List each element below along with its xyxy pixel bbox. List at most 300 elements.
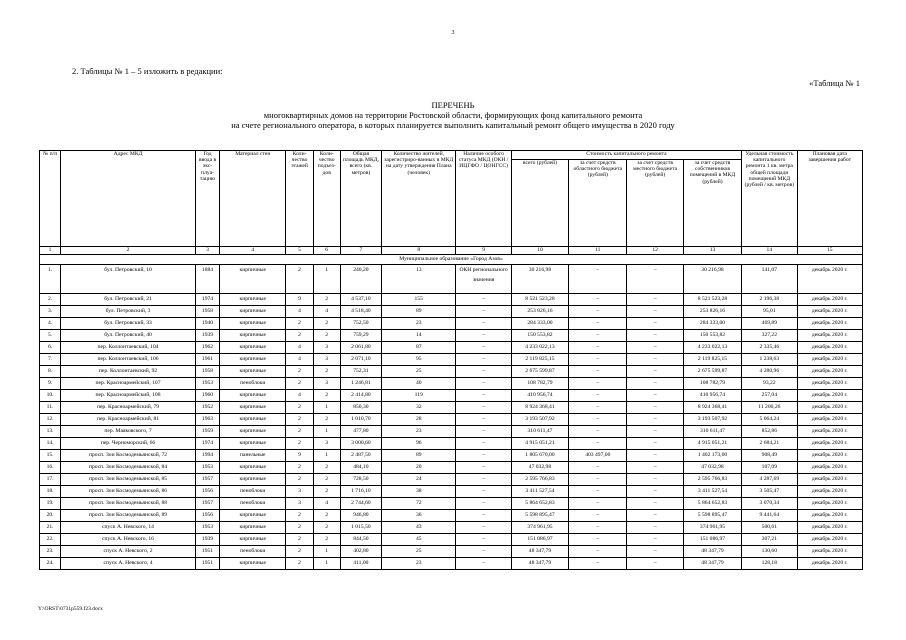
walls-cell: кирпичные (220, 318, 286, 330)
area-cell: 759,29 (340, 330, 381, 342)
unit-cost-cell: 307,21 (742, 534, 797, 546)
status-cell: – (456, 366, 511, 378)
table-row (40, 426, 863, 438)
column-number: 3 (195, 247, 219, 255)
cost-local-cell: – (627, 402, 683, 414)
cost-local-cell: – (627, 438, 683, 450)
cost-owners-cell: 3 411 527,54 (683, 486, 741, 498)
planned-date-cell: декабрь 2020 г. (797, 450, 863, 462)
floors-cell: 2 (286, 378, 313, 390)
cost-regional-cell: – (569, 318, 627, 330)
cost-regional-cell: – (569, 378, 627, 390)
cost-regional-cell: – (569, 462, 627, 474)
entrances-cell: 1 (313, 450, 340, 462)
address-cell: просп. Зои Космодемьянской, 84 (61, 462, 196, 474)
cost-regional-cell: – (569, 426, 627, 438)
year-cell: 1940 (195, 318, 219, 330)
status-cell: – (456, 426, 511, 438)
walls-cell: кирпичные (220, 462, 286, 474)
walls-cell: кирпичные (220, 366, 286, 378)
planned-date-cell: декабрь 2020 г. (797, 306, 863, 318)
row-number: 21. (40, 522, 61, 534)
area-cell: 3 000,60 (340, 438, 381, 450)
walls-cell: пеноблоки (220, 546, 286, 558)
column-number: 7 (340, 247, 381, 255)
floors-cell: 9 (286, 294, 313, 306)
status-cell: – (456, 330, 511, 342)
planned-date-cell: декабрь 2020 г. (797, 414, 863, 426)
unit-cost-cell: 4 287,69 (742, 474, 797, 486)
header-area: Общая площадь МКД, всего (кв. метров) (340, 151, 381, 247)
header-planned-date: Плановая дата завершения работ (797, 151, 863, 247)
area-cell: 1 010,70 (340, 414, 381, 426)
planned-date-cell: декабрь 2020 г. (797, 438, 863, 450)
residents-cell: 23 (382, 426, 456, 438)
cost-total-cell: 4 915 051,21 (511, 438, 568, 450)
table-row (40, 534, 863, 546)
cost-owners-cell: 151 086,97 (683, 534, 741, 546)
unit-cost-cell: 500,61 (742, 522, 797, 534)
unit-cost-cell: 107,09 (742, 462, 797, 474)
cost-total-cell: 3 411 527,54 (511, 486, 568, 498)
residents-cell: 40 (382, 378, 456, 390)
status-cell: – (456, 402, 511, 414)
year-cell: 1961 (195, 354, 219, 366)
row-number: 2. (40, 294, 61, 306)
table-row (40, 294, 863, 306)
walls-cell: кирпичные (220, 342, 286, 354)
table-row (40, 450, 863, 462)
year-cell: 1957 (195, 474, 219, 486)
year-cell: 1939 (195, 534, 219, 546)
address-cell: пер. Красноармейский, 79 (61, 402, 196, 414)
residents-cell: 155 (382, 294, 456, 306)
address-cell: просп. Зои Космодемьянской, 88 (61, 498, 196, 510)
cost-regional-cell: – (569, 414, 627, 426)
residents-cell: 20 (382, 462, 456, 474)
floors-cell: 3 (286, 498, 313, 510)
entrances-cell: 3 (313, 342, 340, 354)
cost-owners-cell: 47 032,98 (683, 462, 741, 474)
floors-cell: 9 (286, 450, 313, 462)
page-number: 3 (451, 30, 455, 36)
walls-cell: кирпичные (220, 294, 286, 306)
residents-cell: 72 (382, 498, 456, 510)
header-cost-local: за счет средств местного бюджета (рублей) (627, 160, 683, 247)
cost-regional-cell: – (569, 342, 627, 354)
floors-cell: 2 (286, 366, 313, 378)
cost-owners-cell: 108 782,79 (683, 378, 741, 390)
area-cell: 402,80 (340, 546, 381, 558)
column-number: 13 (683, 247, 741, 255)
row-number: 4. (40, 318, 61, 330)
row-number: 18. (40, 486, 61, 498)
status-cell: – (456, 354, 511, 366)
planned-date-cell: декабрь 2020 г. (797, 294, 863, 306)
header-cost-total: всего (рублей) (511, 160, 568, 247)
entrances-cell: 4 (313, 498, 340, 510)
table-row (40, 558, 863, 570)
address-cell: спуск А. Невского, 14 (61, 522, 196, 534)
address-cell: пер. Красноармейский, 108 (61, 390, 196, 402)
cost-total-cell: 2 675 599,87 (511, 366, 568, 378)
cost-owners-cell: 5 598 895,47 (683, 510, 741, 522)
status-cell: – (456, 474, 511, 486)
row-number: 6. (40, 342, 61, 354)
year-cell: 1960 (195, 390, 219, 402)
cost-local-cell: – (627, 390, 683, 402)
column-number: 1 (40, 247, 61, 255)
header-cost-group: Стоимость капитального ремонта (511, 151, 741, 160)
area-cell: 2 744,60 (340, 498, 381, 510)
year-cell: 1952 (195, 402, 219, 414)
status-cell: – (456, 306, 511, 318)
cost-total-cell: 48 347,79 (511, 546, 568, 558)
walls-cell: кирпичные (220, 558, 286, 570)
year-cell: 1956 (195, 486, 219, 498)
planned-date-cell: декабрь 2020 г. (797, 354, 863, 366)
walls-cell: кирпичные (220, 474, 286, 486)
year-cell: 1951 (195, 558, 219, 570)
cost-local-cell: – (627, 265, 683, 294)
cost-local-cell: – (627, 474, 683, 486)
entrances-cell: 4 (313, 306, 340, 318)
cost-owners-cell: 3 193 507,92 (683, 414, 741, 426)
cost-local-cell: – (627, 462, 683, 474)
area-cell: 4 518,40 (340, 306, 381, 318)
unit-cost-cell: 4 280,96 (742, 366, 797, 378)
year-cell: 1953 (195, 462, 219, 474)
status-cell: – (456, 294, 511, 306)
address-cell: просп. Зои Космодемьянской, 85 (61, 474, 196, 486)
cost-owners-cell: 410 956,74 (683, 390, 741, 402)
cost-total-cell: 310 611,47 (511, 426, 568, 438)
row-number: 15. (40, 450, 61, 462)
residents-cell: 13 (382, 265, 456, 294)
unit-cost-cell: 469,89 (742, 318, 797, 330)
address-cell: спуск А. Невского, 2 (61, 546, 196, 558)
walls-cell: кирпичные (220, 330, 286, 342)
cost-local-cell: – (627, 354, 683, 366)
walls-cell: кирпичные (220, 438, 286, 450)
planned-date-cell: декабрь 2020 г. (797, 390, 863, 402)
table-row (40, 498, 863, 510)
cost-local-cell: – (627, 558, 683, 570)
table-row (40, 486, 863, 498)
cost-total-cell: 8 924 368,41 (511, 402, 568, 414)
cost-local-cell: – (627, 378, 683, 390)
unit-cost-cell: 3 505,47 (742, 486, 797, 498)
address-cell: пер. Маяковского, 7 (61, 426, 196, 438)
status-cell: – (456, 546, 511, 558)
area-cell: 1 246,81 (340, 378, 381, 390)
unit-cost-cell: 5 064,24 (742, 414, 797, 426)
walls-cell: пеноблоки (220, 486, 286, 498)
entrances-cell: 2 (313, 294, 340, 306)
header-residents: Количество жителей, зарегистриро-ванных в МКД на дату утверждения Плана (человек) (382, 151, 456, 247)
status-cell: ОКН регионального значения (456, 265, 511, 294)
residents-cell: 119 (382, 390, 456, 402)
table-row (40, 546, 863, 558)
address-cell: пер. Черноморский, 66 (61, 438, 196, 450)
row-number: 12. (40, 414, 61, 426)
cost-owners-cell: 284 333,00 (683, 318, 741, 330)
cost-owners-cell: 8 924 368,41 (683, 402, 741, 414)
planned-date-cell: декабрь 2020 г. (797, 318, 863, 330)
planned-date-cell: декабрь 2020 г. (797, 558, 863, 570)
address-cell: пер. Красноармейский, 107 (61, 378, 196, 390)
cost-regional-cell: – (569, 474, 627, 486)
residents-cell: 87 (382, 342, 456, 354)
entrances-cell: 3 (313, 378, 340, 390)
residents-cell: 89 (382, 450, 456, 462)
area-cell: 752,31 (340, 366, 381, 378)
title-line-3: на счете регионального оператора, в которых планируется выполнить капитальный ремонт общего имущества в 2020 году (231, 120, 675, 130)
planned-date-cell: декабрь 2020 г. (797, 546, 863, 558)
cost-regional-cell: – (569, 510, 627, 522)
area-cell: 4 537,10 (340, 294, 381, 306)
status-cell: – (456, 414, 511, 426)
area-cell: 484,10 (340, 462, 381, 474)
planned-date-cell: декабрь 2020 г. (797, 265, 863, 294)
row-number: 24. (40, 558, 61, 570)
cost-total-cell: 253 826,16 (511, 306, 568, 318)
table-row (40, 414, 863, 426)
status-cell: – (456, 558, 511, 570)
column-number: 4 (220, 247, 286, 255)
area-cell: 2 414,80 (340, 390, 381, 402)
cost-local-cell: – (627, 342, 683, 354)
table-row (40, 330, 863, 342)
table-row (40, 438, 863, 450)
row-number: 11. (40, 402, 61, 414)
year-cell: 1953 (195, 378, 219, 390)
footer-path: Y:\ORST\0731p559.f23.docx (38, 606, 103, 612)
address-cell: просп. Зои Космодемьянской, 72 (61, 450, 196, 462)
area-cell: 2 061,80 (340, 342, 381, 354)
walls-cell: кирпичные (220, 510, 286, 522)
unit-cost-cell: 1 238,63 (742, 354, 797, 366)
year-cell: 1959 (195, 426, 219, 438)
floors-cell: 2 (286, 558, 313, 570)
walls-cell: кирпичные (220, 265, 286, 294)
row-number: 8. (40, 366, 61, 378)
unit-cost-cell: 327,22 (742, 330, 797, 342)
cost-owners-cell: 48 347,79 (683, 546, 741, 558)
row-number: 14. (40, 438, 61, 450)
status-cell: – (456, 438, 511, 450)
address-cell: бул. Петровский, 40 (61, 330, 196, 342)
header-entrances: Коли-чество подъез-дов (313, 151, 340, 247)
residents-cell: 95 (382, 354, 456, 366)
cost-total-cell: 284 333,00 (511, 318, 568, 330)
floors-cell: 2 (286, 402, 313, 414)
cost-regional-cell: – (569, 265, 627, 294)
floors-cell: 4 (286, 390, 313, 402)
cost-regional-cell: – (569, 534, 627, 546)
residents-cell: 25 (382, 366, 456, 378)
address-cell: просп. Зои Космодемьянской, 89 (61, 510, 196, 522)
residents-cell: 43 (382, 522, 456, 534)
entrances-cell: 1 (313, 558, 340, 570)
unit-cost-cell: 95,01 (742, 306, 797, 318)
table-row (40, 402, 863, 414)
column-number: 12 (627, 247, 683, 255)
cost-total-cell: 1 805 670,00 (511, 450, 568, 462)
cost-local-cell: – (627, 330, 683, 342)
floors-cell: 2 (286, 534, 313, 546)
cost-regional-cell: – (569, 438, 627, 450)
table-row (40, 306, 863, 318)
cost-total-cell: 30 216,98 (511, 265, 568, 294)
cost-owners-cell: 150 553,82 (683, 330, 741, 342)
walls-cell: кирпичные (220, 426, 286, 438)
cost-local-cell: – (627, 414, 683, 426)
cost-total-cell: 5 598 895,47 (511, 510, 568, 522)
unit-cost-cell: 852,86 (742, 426, 797, 438)
floors-cell: 2 (286, 510, 313, 522)
column-numbers-row (40, 247, 863, 255)
row-number: 3. (40, 306, 61, 318)
planned-date-cell: декабрь 2020 г. (797, 462, 863, 474)
floors-cell: 3 (286, 486, 313, 498)
year-cell: 1963 (195, 414, 219, 426)
walls-cell: кирпичные (220, 390, 286, 402)
cost-total-cell: 4 233 022,13 (511, 342, 568, 354)
floors-cell: 2 (286, 414, 313, 426)
year-cell: 1939 (195, 330, 219, 342)
entrances-cell: 2 (313, 318, 340, 330)
floors-cell: 2 (286, 330, 313, 342)
planned-date-cell: декабрь 2020 г. (797, 402, 863, 414)
row-number: 22. (40, 534, 61, 546)
residents-cell: 23 (382, 558, 456, 570)
unit-cost-cell: 93,22 (742, 378, 797, 390)
residents-cell: 24 (382, 474, 456, 486)
entrances-cell: 1 (313, 402, 340, 414)
cost-local-cell: – (627, 366, 683, 378)
header-year: Год ввода в экс-плуа-тацию (195, 151, 219, 247)
planned-date-cell: декабрь 2020 г. (797, 366, 863, 378)
cost-total-cell: 108 782,79 (511, 378, 568, 390)
row-number: 7. (40, 354, 61, 366)
entrances-cell: 2 (313, 522, 340, 534)
header-unit-cost: Удельная стоимость капитального ремонта 1 кв. метра общей площади помещений МКД (рублей / кв. метров) (742, 151, 797, 247)
floors-cell: 2 (286, 318, 313, 330)
area-cell: 850,30 (340, 402, 381, 414)
entrances-cell: 2 (313, 366, 340, 378)
cost-regional-cell: – (569, 366, 627, 378)
cost-regional-cell: – (569, 498, 627, 510)
cost-total-cell: 5 864 652,83 (511, 498, 568, 510)
year-cell: 1958 (195, 366, 219, 378)
table-row (40, 366, 863, 378)
walls-cell: кирпичные (220, 414, 286, 426)
cost-owners-cell: 5 864 652,83 (683, 498, 741, 510)
planned-date-cell: декабрь 2020 г. (797, 330, 863, 342)
entrances-cell: 3 (313, 354, 340, 366)
area-cell: 728,50 (340, 474, 381, 486)
title-line-2: многоквартирных домов на территории Ростовской области, формирующих фонд капитального ремонта (263, 110, 643, 120)
cost-owners-cell: 253 826,16 (683, 306, 741, 318)
planned-date-cell: декабрь 2020 г. (797, 510, 863, 522)
status-cell: – (456, 510, 511, 522)
table-row (40, 318, 863, 330)
year-cell: 1974 (195, 294, 219, 306)
cost-local-cell: – (627, 486, 683, 498)
area-cell: 2 071,10 (340, 354, 381, 366)
residents-cell: 32 (382, 402, 456, 414)
cost-regional-cell: – (569, 390, 627, 402)
residents-cell: 38 (382, 486, 456, 498)
row-number: 19. (40, 498, 61, 510)
cost-owners-cell: 48 347,79 (683, 558, 741, 570)
header-address: Адрес МКД (61, 151, 196, 247)
area-cell: 1 716,10 (340, 486, 381, 498)
address-cell: спуск А. Невского, 4 (61, 558, 196, 570)
area-cell: 946,80 (340, 510, 381, 522)
floors-cell: 2 (286, 426, 313, 438)
column-number: 15 (797, 247, 863, 255)
walls-cell: пеноблоки (220, 498, 286, 510)
row-number: 13. (40, 426, 61, 438)
planned-date-cell: декабрь 2020 г. (797, 486, 863, 498)
walls-cell: панельные (220, 450, 286, 462)
column-number: 8 (382, 247, 456, 255)
cost-regional-cell: – (569, 402, 627, 414)
address-cell: спуск А. Невского, 16 (61, 534, 196, 546)
header-cost-regional: за счет средств областного бюджета (рублей) (569, 160, 627, 247)
planned-date-cell: декабрь 2020 г. (797, 378, 863, 390)
residents-cell: 14 (382, 330, 456, 342)
status-cell: – (456, 522, 511, 534)
area-cell: 240,20 (340, 265, 381, 294)
cost-regional-cell: – (569, 558, 627, 570)
repair-list-table (39, 150, 863, 570)
column-number: 2 (61, 247, 196, 255)
cost-regional-cell: – (569, 522, 627, 534)
column-number: 6 (313, 247, 340, 255)
cost-local-cell: – (627, 546, 683, 558)
cost-owners-cell: 374 961,95 (683, 522, 741, 534)
year-cell: 1884 (195, 265, 219, 294)
floors-cell: 2 (286, 265, 313, 294)
floors-cell: 4 (286, 354, 313, 366)
residents-cell: 23 (382, 318, 456, 330)
row-number: 16. (40, 462, 61, 474)
row-number: 23. (40, 546, 61, 558)
status-cell: – (456, 390, 511, 402)
area-cell: 752,50 (340, 318, 381, 330)
residents-cell: 28 (382, 414, 456, 426)
address-cell: бул. Петровский, 10 (61, 265, 196, 294)
section-title: Муниципальное образование «Город Азов» (40, 255, 863, 265)
unit-cost-cell: 2 335,46 (742, 342, 797, 354)
cost-local-cell: – (627, 510, 683, 522)
cost-regional-cell: 403 497,00 (569, 450, 627, 462)
walls-cell: кирпичные (220, 534, 286, 546)
cost-total-cell: 2 119 825,15 (511, 354, 568, 366)
table-row (40, 354, 863, 366)
cost-local-cell: – (627, 522, 683, 534)
status-cell: – (456, 534, 511, 546)
area-cell: 1 015,50 (340, 522, 381, 534)
cost-owners-cell: 8 521 523,28 (683, 294, 741, 306)
cost-regional-cell: – (569, 306, 627, 318)
floors-cell: 2 (286, 438, 313, 450)
header-num: № п/п (40, 151, 61, 247)
cost-total-cell: 151 086,97 (511, 534, 568, 546)
